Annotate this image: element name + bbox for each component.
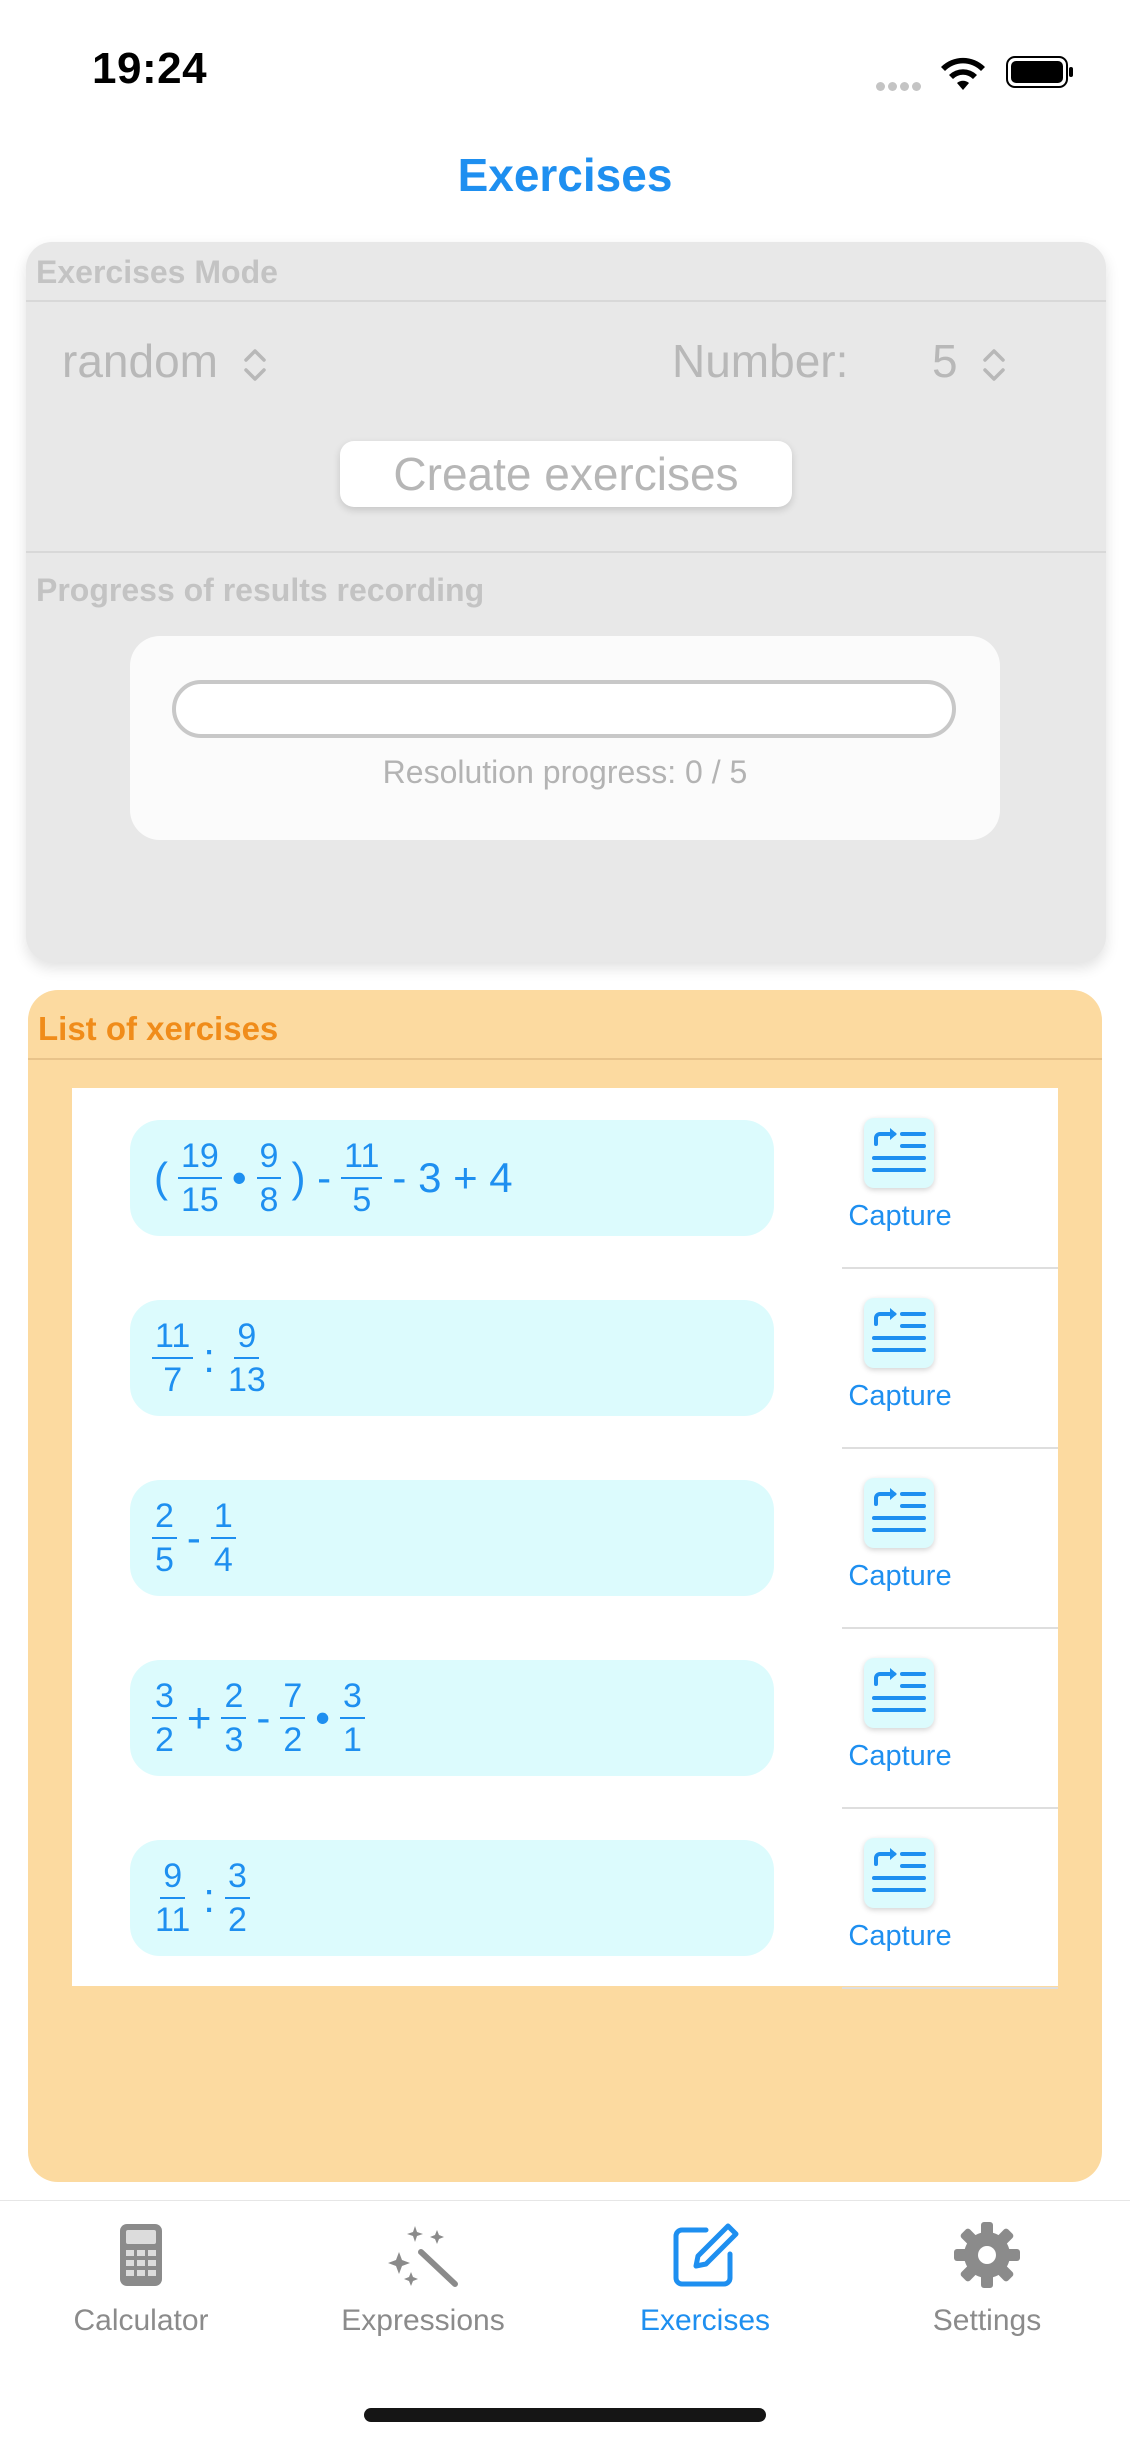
capture-icon[interactable]	[864, 1658, 934, 1728]
exercise-list-title: List of xercises	[38, 1010, 279, 1047]
wifi-icon	[938, 54, 988, 94]
tab-settings[interactable]	[846, 2222, 1128, 2338]
fraction-denominator: 4	[213, 1541, 233, 1579]
fraction	[152, 1499, 177, 1577]
row-separator	[842, 1987, 1058, 1989]
fraction	[221, 1679, 246, 1757]
page-title: Exercises	[457, 149, 673, 201]
operator: •	[231, 1154, 247, 1201]
mode-picker[interactable]	[62, 334, 269, 388]
tab-label: Exercises	[639, 2304, 771, 2337]
tab-calculator[interactable]	[0, 2222, 282, 2338]
capture-button-label[interactable]: Capture	[848, 1560, 952, 1592]
fraction	[152, 1679, 177, 1757]
operator: +	[186, 1694, 212, 1741]
operator: ) -	[291, 1154, 332, 1201]
calculator-icon	[118, 2222, 164, 2288]
number-label: Number:	[672, 335, 849, 387]
battery-icon	[1006, 56, 1076, 88]
exercise-expression[interactable]	[130, 1480, 774, 1596]
fraction-denominator: 7	[163, 1361, 183, 1399]
status-time: 19:24	[92, 44, 208, 93]
divider	[26, 300, 1106, 302]
progress-section-label: Progress of results recording	[36, 572, 485, 608]
divider	[28, 1058, 1102, 1060]
exercise-expression[interactable]	[130, 1660, 774, 1776]
operator: •	[315, 1694, 331, 1741]
tab-label: Calculator	[73, 2304, 209, 2337]
capture-icon[interactable]	[864, 1838, 934, 1908]
exercise-row	[72, 1448, 1058, 1628]
fraction-denominator: 11	[155, 1901, 191, 1939]
capture-icon[interactable]	[864, 1118, 934, 1188]
fraction-numerator: 2	[221, 1679, 246, 1719]
fraction-denominator: 1	[343, 1721, 362, 1759]
tab-expressions[interactable]	[282, 2222, 564, 2338]
fraction-numerator: 11	[152, 1319, 193, 1359]
chevron-up-down-icon	[241, 345, 269, 385]
chevron-up-down-icon	[980, 345, 1008, 385]
fraction-denominator: 2	[227, 1901, 247, 1939]
tab-exercises[interactable]	[564, 2222, 846, 2338]
tabbar-divider	[0, 2200, 1130, 2201]
fraction	[225, 1859, 250, 1937]
fraction-denominator: 2	[283, 1721, 303, 1759]
number-picker[interactable]	[932, 334, 1008, 388]
fraction-numerator: 3	[340, 1679, 365, 1719]
exercise-row	[72, 1808, 1058, 1988]
fraction-numerator: 2	[152, 1499, 177, 1539]
exercises-mode-label: Exercises Mode	[36, 254, 278, 290]
exercise-row	[72, 1268, 1058, 1448]
fraction-numerator: 9	[160, 1859, 185, 1899]
fraction-numerator: 3	[225, 1859, 250, 1899]
fraction-numerator: 11	[341, 1139, 382, 1179]
home-indicator	[364, 2408, 766, 2422]
exercise-row	[72, 1628, 1058, 1808]
fraction-denominator: 15	[181, 1181, 219, 1219]
fraction-denominator: 5	[155, 1541, 174, 1579]
fraction	[280, 1679, 305, 1757]
capture-icon[interactable]	[864, 1478, 934, 1548]
cellular-signal-icon	[876, 78, 924, 96]
progress-bar	[172, 680, 956, 738]
fraction-numerator: 9	[234, 1319, 259, 1359]
fraction	[152, 1319, 193, 1397]
fraction-numerator: 7	[280, 1679, 305, 1719]
progress-card	[130, 636, 1000, 840]
fraction-numerator: 3	[152, 1679, 177, 1719]
number-value: 5	[932, 335, 958, 387]
operator: - 3 + 4	[392, 1154, 513, 1201]
fraction	[178, 1139, 222, 1217]
tab-label: Settings	[932, 2304, 1042, 2337]
operator: :	[203, 1334, 215, 1381]
fraction-numerator: 19	[178, 1139, 222, 1179]
fraction-denominator: 2	[155, 1721, 174, 1759]
capture-button-label[interactable]: Capture	[848, 1740, 952, 1772]
fraction-denominator: 13	[227, 1361, 266, 1399]
capture-button-label[interactable]: Capture	[848, 1920, 952, 1952]
fraction	[152, 1859, 193, 1937]
fraction-denominator: 5	[352, 1181, 372, 1219]
exercise-expression[interactable]	[130, 1300, 774, 1416]
capture-icon[interactable]	[864, 1298, 934, 1368]
mode-value: random	[62, 335, 218, 387]
divider	[26, 551, 1106, 553]
fraction	[211, 1499, 236, 1577]
operator: -	[186, 1514, 201, 1561]
capture-button-label[interactable]: Capture	[848, 1200, 952, 1232]
fraction	[225, 1319, 269, 1397]
capture-button-label[interactable]: Capture	[848, 1380, 952, 1412]
create-exercises-button[interactable]: Create exercises	[340, 441, 792, 507]
exercise-expression[interactable]	[130, 1120, 774, 1236]
gear-icon	[953, 2222, 1021, 2288]
edit-square-icon	[670, 2222, 740, 2288]
operator: -	[256, 1694, 271, 1741]
tab-label: Expressions	[341, 2304, 505, 2337]
progress-text: Resolution progress: 0 / 5	[382, 754, 748, 790]
operator: :	[203, 1874, 215, 1921]
fraction	[340, 1679, 365, 1757]
exercise-expression[interactable]	[130, 1840, 774, 1956]
magic-wand-icon	[385, 2222, 461, 2288]
exercise-row	[72, 1088, 1058, 1268]
fraction-denominator: 8	[259, 1181, 279, 1219]
fraction-denominator: 3	[224, 1721, 244, 1759]
operator: (	[154, 1154, 168, 1201]
fraction	[257, 1139, 282, 1217]
fraction	[341, 1139, 382, 1217]
fraction-numerator: 9	[257, 1139, 282, 1179]
fraction-numerator: 1	[211, 1499, 236, 1539]
